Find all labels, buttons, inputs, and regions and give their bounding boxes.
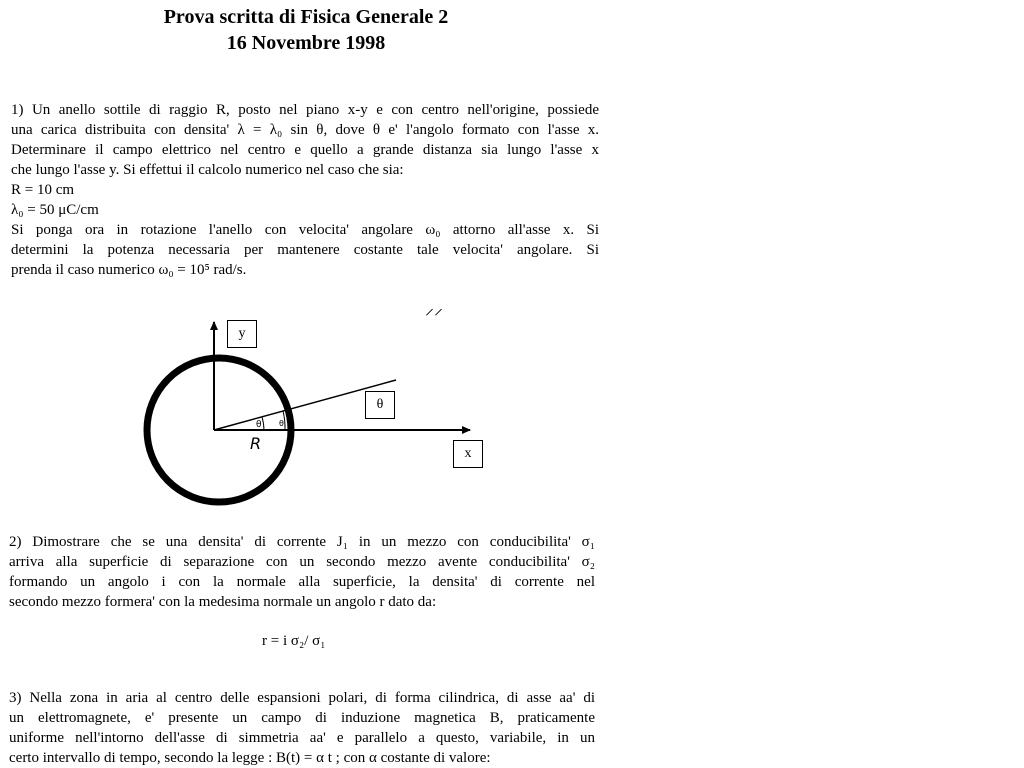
problem-1-line: λ₀ = 50 μC/cm (11, 202, 99, 218)
problem-1-line: R = 10 cm (11, 182, 75, 198)
problem-2-line: secondo mezzo formera' con la medesima normale un angolo r dato da: (9, 594, 437, 610)
ring-diagram (140, 290, 500, 510)
y-axis-label: y (227, 320, 257, 348)
problem-1-line: Si ponga ora in rotazione l'anello con velocita' angolare ω₀ attorno all'asse x. Si (11, 222, 599, 238)
theta-label: θ (365, 391, 395, 419)
problem-2-line: arriva alla superficie di separazione con un secondo mezzo avente conducibilita' σ₂ (9, 554, 595, 570)
problem-1-line: una carica distribuita con densita' λ = λ₀ sin θ, dove θ e' l'angolo formato con l'asse x. (11, 122, 599, 138)
problem-3-line: un elettromagnete, e' presente un campo di induzione magnetica B, praticamente (9, 710, 595, 726)
ring-figure (140, 290, 500, 510)
stray-marks: ⸝⸝ (425, 298, 443, 318)
problem-2-line: 2) Dimostrare che se una densita' di corrente J₁ in un mezzo con conducibilita' σ₁ (9, 534, 595, 550)
problem-1-line: che lungo l'asse y. Si effettui il calcolo numerico nel caso che sia: (11, 162, 404, 178)
formula: r = i σ₂/ σ₁ (262, 633, 326, 649)
problem-3-line: 3) Nella zona in aria al centro delle espansioni polari, di forma cilindrica, di asse aa' di (9, 690, 595, 706)
theta-small-label: θ (279, 419, 284, 428)
theta-small-label: θ (256, 420, 262, 430)
problem-1-line: 1) Un anello sottile di raggio R, posto nel piano x-y e con centro nell'origine, possiede (11, 102, 599, 118)
document-date: 16 Novembre 1998 (226, 32, 386, 54)
problem-3-line: certo intervallo di tempo, secondo la legge : B(t) = α t ; con α costante di valore: (9, 750, 491, 766)
theta-arc (262, 417, 264, 430)
x-axis-label: x (453, 440, 483, 468)
problem-2-line: formando un angolo i con la normale alla superficie, la densita' di corrente nel (9, 574, 595, 590)
radius-label: R (250, 434, 262, 453)
problem-2 (9, 532, 595, 612)
problem-1 (11, 100, 599, 280)
problem-3 (9, 688, 595, 768)
problem-1-line: Determinare il campo elettrico nel centro e quello a grande distanza sia lungo l'asse x (11, 142, 599, 158)
problem-3-line: uniforme nell'intorno dell'asse di simmetria aa' e parallelo a questo, variabile, in un (9, 730, 595, 746)
document-title: Prova scritta di Fisica Generale 2 (163, 6, 449, 28)
problem-1-line: prenda il caso numerico ω₀ = 10⁵ rad/s. (11, 262, 247, 278)
problem-1-line: determini la potenza necessaria per mantenere costante tale velocita' angolare. Si (11, 242, 599, 258)
